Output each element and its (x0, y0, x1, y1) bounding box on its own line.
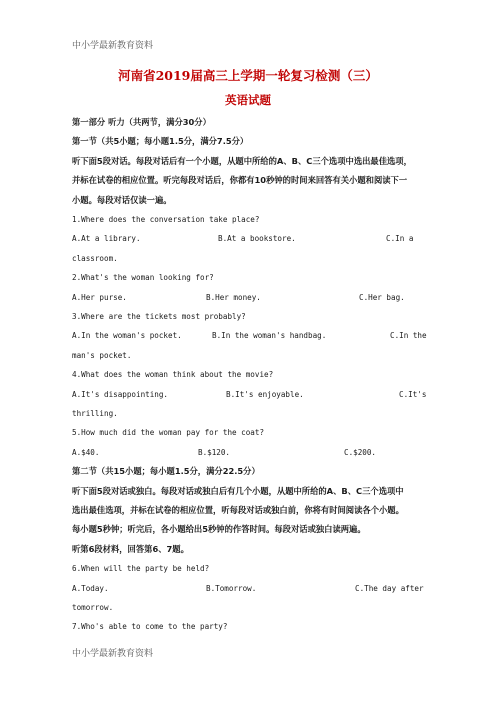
question-4: 4.What does the woman think about the movie? (72, 370, 274, 380)
option-c-wrap: classroom. (72, 253, 118, 263)
option-c-wrap: man's pocket. (72, 350, 132, 360)
option-b: B.It's enjoyable. (226, 389, 304, 399)
option-c-wrap: thrilling. (72, 409, 118, 419)
option-c: C.Her bag. (359, 292, 405, 302)
option-c: C.$200. (344, 447, 377, 457)
option-a: A.At a library. (72, 234, 141, 244)
material-note: 听第6段材料，回答第6、7题。 (72, 543, 189, 554)
instruction-line: 选出最佳选项，并标在试卷的相应位置，听每段对话或独白前，你将有时间阅读各个小题。 (72, 505, 404, 516)
instruction-line: 听下面5段对话或独白。每段对话或独白后有几个小题，从题中所给的A、B、C三个选项中 (72, 485, 404, 496)
question-3: 3.Where are the tickets most probably? (72, 312, 246, 322)
question-1: 1.Where does the conversation take place? (72, 215, 260, 225)
question-7: 7.Who's able to come to the party? (72, 622, 228, 632)
question-5: 5.How much did the woman pay for the coat? (72, 428, 265, 438)
question-4-options (72, 385, 430, 404)
section-heading: 第二节（共15小题；每小题1.5分，满分22.5分） (72, 466, 260, 477)
part-heading: 第一部分 听力（共两节，满分30分） (72, 117, 211, 127)
question-1-options (72, 229, 430, 248)
option-b: B.Her money. (206, 292, 261, 302)
question-2-options (72, 288, 430, 307)
option-b: B.At a bookstore. (218, 234, 296, 244)
instruction-line: 听下面5段对话。每段对话后有一个小题，从题中所给的A、B、C三个选项中选出最佳选项， (72, 155, 412, 166)
option-c: C.The day after (355, 583, 424, 593)
option-b: B.In the woman's handbag. (212, 331, 327, 341)
option-c-wrap: tomorrow. (72, 603, 114, 613)
option-a: A.$40. (72, 447, 100, 457)
page-header-note: 中小学最新教育资料 (72, 41, 154, 51)
page-footer-note: 中小学最新教育资料 (72, 649, 154, 659)
question-5-options (72, 443, 430, 462)
section-heading: 第一节（共5小题；每小题1.5分，满分7.5分） (72, 136, 249, 147)
instruction-line: 并标在试卷的相应位置。听完每段对话后，你都有10秒钟的时间来回答有关小题和阅读下一 (72, 175, 408, 186)
question-2: 2.What's the woman looking for? (72, 273, 214, 283)
option-c: C.In a (386, 234, 414, 244)
option-b: B.$120. (198, 447, 231, 457)
question-3-options (72, 326, 430, 345)
option-c: C.In the (390, 331, 427, 341)
question-6-options (72, 579, 430, 598)
option-c: C.It's (399, 389, 427, 399)
exam-content (72, 113, 430, 637)
instruction-line: 小题。每段对话仅读一遍。 (72, 194, 172, 205)
option-b: B.Tomorrow. (206, 583, 257, 593)
option-a: A.Today. (72, 583, 109, 593)
instruction-line: 每小题5秒钟；听完后，各小题给出5秒钟的作答时间。每段对话或独白读两遍。 (72, 524, 366, 535)
exam-title: 河南省2019届高三上学期一轮复习检测（三） (118, 68, 378, 83)
option-a: A.In the woman's pocket. (72, 331, 182, 341)
option-a: A.It's disappointing. (72, 389, 169, 399)
question-6: 6.When will the party be held? (72, 564, 210, 574)
exam-subtitle: 英语试题 (225, 93, 271, 107)
option-a: A.Her purse. (72, 292, 127, 302)
